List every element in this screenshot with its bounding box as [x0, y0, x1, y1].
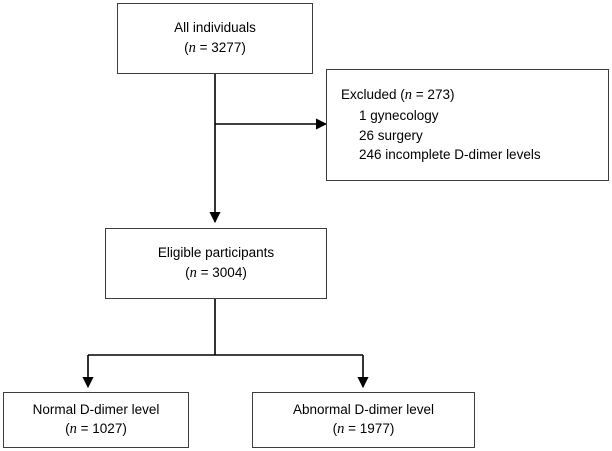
node-abnormal-line2: (n = 1977) [332, 421, 395, 438]
node-normal-d-dimer [3, 392, 189, 448]
node-eligible-line1: Eligible participants [157, 245, 275, 261]
node-all-individuals-line1: All individuals [174, 20, 256, 36]
node-eligible-participants [105, 228, 327, 299]
node-excluded-item-1: 1 gynecology [359, 108, 439, 124]
node-abnormal-d-dimer [252, 392, 475, 448]
node-normal-line2: (n = 1027) [65, 421, 127, 438]
node-excluded-header: Excluded (n = 273) [341, 87, 455, 104]
node-all-individuals-line2: (n = 3277) [184, 39, 246, 56]
node-all-individuals [117, 3, 313, 74]
node-excluded [326, 69, 609, 181]
node-normal-line1: Normal D-dimer level [32, 401, 160, 417]
node-abnormal-line1: Abnormal D-dimer level [292, 401, 435, 417]
node-eligible-line2: (n = 3004) [185, 264, 247, 281]
node-excluded-item-2: 26 surgery [359, 127, 423, 143]
node-excluded-item-3: 246 incomplete D-dimer levels [359, 147, 541, 163]
